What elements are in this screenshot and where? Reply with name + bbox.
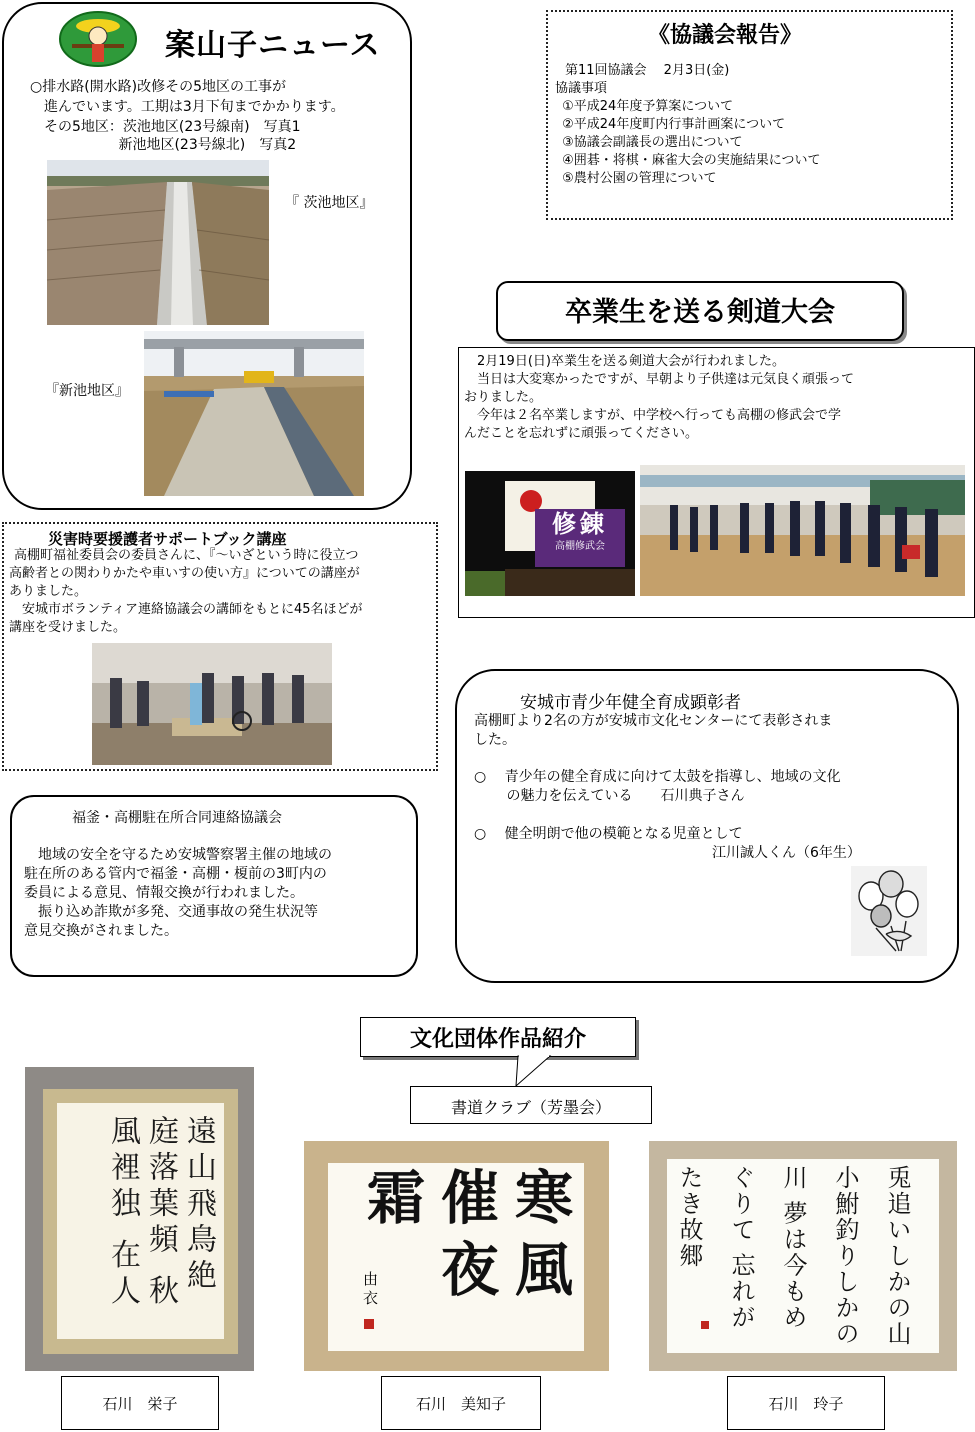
kendo-banner — [535, 509, 625, 567]
photo-wheelchair-workshop — [92, 643, 332, 765]
council-line-5: ③協議会副議長の選出について — [558, 135, 743, 150]
youth-line-7: ○ 健全明朗で他の模範となる児童として — [474, 826, 743, 842]
photo-shinike-channel — [144, 331, 364, 496]
artist-name-3: 石川 玲子 — [727, 1376, 885, 1430]
disaster-line-5: 講座を受けました。 — [9, 620, 127, 635]
council-line-3: ①平成24年度予算案について — [558, 99, 734, 114]
council-line-2: 協議事項 — [555, 81, 608, 96]
council-line-4: ②平成24年度町内行事計画案について — [558, 117, 786, 132]
police-line-2: 駐在所のある管内で福釜・高棚・榎前の3町内の — [24, 866, 327, 882]
caption-shinike: 『新池地区』 — [45, 383, 129, 399]
youth-line-2: した。 — [474, 732, 516, 748]
kakashi-news-line-1: ○排水路(開水路)改修その5地区の工事が — [30, 79, 287, 95]
culture-title: 文化団体作品紹介 — [409, 1027, 586, 1052]
calligraphy-text-3: 兎追いしかの山 小鮒釣りしかの川 夢は今もめぐりて 忘れがたき故郷 — [675, 1165, 911, 1347]
youth-award-title: 安城市青少年健全育成顕彰者 — [520, 693, 741, 713]
red-seal-2 — [364, 1319, 374, 1329]
disaster-line-4: 安城市ボランティア連絡協議会の講師をもとに45名ほどが — [9, 602, 363, 617]
youth-line-1: 高棚町より2名の方が安城市文化センターにて表彰されま — [474, 713, 833, 729]
calligraphy-text-2: 寒風 催夜 霜 — [357, 1167, 573, 1311]
kendo-line-5: んだことを忘れずに頑張ってください。 — [464, 426, 699, 441]
police-council-title: 福釜・高棚駐在所合同連絡協議会 — [72, 810, 282, 826]
police-line-3: 委員による意見、情報交換が行われました。 — [24, 885, 304, 901]
kendo-title: 卒業生を送る剣道大会 — [565, 297, 835, 328]
calligraphy-work-2 — [304, 1141, 609, 1371]
calligraphy-text-1: 遠山飛鳥絶 庭落葉頻 秋風裡独 在人 — [105, 1115, 216, 1311]
kendo-banner-sub: 高棚修武会 — [555, 541, 605, 552]
callout-pointer — [510, 1056, 570, 1088]
council-line-6: ④囲碁・将棋・麻雀大会の実施結果について — [558, 153, 821, 168]
kendo-line-4: 今年は２名卒業しますが、中学校へ行っても高棚の修武会で学 — [464, 408, 842, 423]
kendo-banner-text: 修錬 — [552, 510, 608, 538]
disaster-line-3: ありました。 — [9, 584, 88, 599]
youth-line-5: の魅力を伝えている 石川典子さん — [474, 788, 745, 804]
police-line-4: 振り込め詐欺が多発、交通事故の発生状況等 — [24, 904, 318, 920]
photo-ibaraike-channel — [47, 160, 269, 325]
photo-kendo-banner — [465, 471, 635, 596]
council-report-title: 《協議会報告》 — [648, 23, 803, 48]
artist-name-2: 石川 美知子 — [381, 1376, 541, 1430]
kakashi-news-line-4: 新池地区(23号線北) 写真2 — [30, 137, 297, 153]
caption-ibaraike: 『 茨池地区』 — [285, 195, 374, 211]
photo-kendo-gym — [640, 465, 965, 596]
kendo-line-1: 2月19日(日)卒業生を送る剣道大会が行われました。 — [464, 354, 785, 369]
kakashi-news-line-2: 進んでいます。工期は3月下旬までかかります。 — [30, 99, 345, 115]
flower-bouquet-illustration — [851, 866, 927, 956]
police-line-5: 意見交換がされました。 — [24, 923, 178, 939]
kakashi-news-line-3: その5地区：茨池地区(23号線南) 写真1 — [30, 119, 301, 135]
youth-line-4: ○ 青少年の健全育成に向けて太鼓を指導し、地域の文化 — [474, 769, 841, 785]
red-seal-3 — [701, 1321, 709, 1329]
council-line-7: ⑤農村公園の管理について — [558, 171, 717, 186]
kendo-line-3: おりました。 — [464, 390, 543, 405]
kakashi-news-title: 案山子ニュース — [165, 28, 381, 63]
calligraphy-work-3 — [649, 1141, 957, 1371]
club-name: 書道クラブ（芳墨会） — [450, 1098, 611, 1117]
kendo-line-2: 当日は大変寒かったですが、早朝より子供達は元気良く頑張って — [464, 372, 855, 387]
scarecrow-logo — [58, 10, 138, 68]
calligraphy-seal-2: 由衣 — [361, 1271, 379, 1309]
disaster-line-1: 高棚町福祉委員会の委員さんに、『〜いざという時に役立つ — [14, 548, 359, 563]
council-line-1: 第11回協議会 2月3日(金) — [565, 63, 730, 78]
youth-line-8: 江川誠人くん（6年生） — [474, 845, 861, 861]
police-line-1: 地域の安全を守るため安城警察署主催の地域の — [24, 847, 332, 863]
calligraphy-work-1 — [25, 1067, 254, 1371]
artist-name-1: 石川 栄子 — [61, 1376, 219, 1430]
disaster-line-2: 高齢者との関わりかたや車いすの使い方』についての講座が — [9, 566, 360, 581]
disaster-support-title: 災害時要援護者サポートブック講座 — [48, 530, 287, 548]
